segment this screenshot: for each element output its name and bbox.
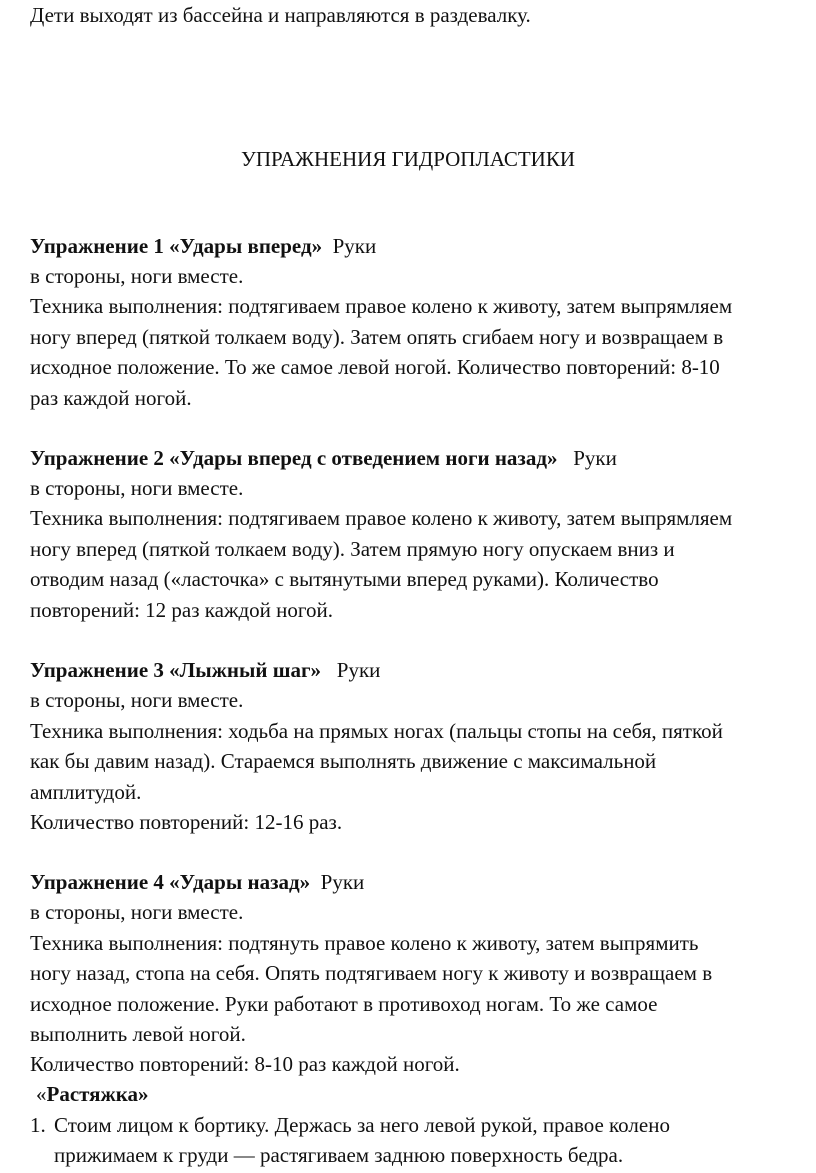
exercise-4-heading: Упражнение 4 «Удары назад»	[30, 870, 311, 894]
exercise-3-line: Техника выполнения: ходьба на прямых ногах (пальцы стопы на себя, пяткой	[30, 719, 723, 743]
exercise-2-line: в стороны, ноги вместе.	[30, 476, 244, 500]
stretch-heading-line	[36, 1079, 149, 1109]
exercise-3-line: Количество повторений: 12-16 раз.	[30, 810, 343, 834]
stretch-item-number: 1.	[30, 1113, 46, 1137]
exercise-2-heading-line	[30, 443, 617, 473]
exercise-3-line: в стороны, ноги вместе.	[30, 688, 244, 712]
stretch-heading: Растяжка»	[46, 1082, 149, 1106]
intro-text: Дети выходят из бассейна и направляются в раздевалку.	[30, 3, 531, 27]
exercise-4-heading-line	[30, 867, 364, 897]
exercise-1-line: исходное положение. То же самое левой ногой. Количество повторений: 8-10	[30, 355, 720, 379]
exercise-4-line: Количество повторений: 8-10 раз каждой ногой.	[30, 1052, 460, 1076]
exercise-1-heading: Упражнение 1 «Удары вперед»	[30, 234, 323, 258]
exercise-4-line: Техника выполнения: подтянуть правое колено к животу, затем выпрямить	[30, 931, 699, 955]
exercise-3-line: как бы давим назад). Стараемся выполнять движение с максимальной	[30, 749, 657, 773]
exercise-2-line: ногу вперед (пяткой толкаем воду). Затем прямую ногу опускаем вниз и	[30, 537, 675, 561]
exercise-1-line: Техника выполнения: подтягиваем правое колено к животу, затем выпрямляем	[30, 294, 733, 318]
exercise-4-line: исходное положение. Руки работают в противоход ногам. То же самое	[30, 992, 658, 1016]
exercise-1-line: раз каждой ногой.	[30, 386, 192, 410]
exercise-3-heading-line	[30, 655, 380, 685]
exercise-4-line: в стороны, ноги вместе.	[30, 900, 244, 924]
exercise-1-heading-tail: Руки	[332, 234, 377, 258]
exercise-2-heading: Упражнение 2 «Удары вперед с отведением ноги назад»	[30, 446, 558, 470]
exercise-1-line: в стороны, ноги вместе.	[30, 264, 244, 288]
document-title: УПРАЖНЕНИЯ ГИДРОПЛАСТИКИ	[240, 147, 576, 171]
exercise-2-heading-tail: Руки	[573, 446, 617, 470]
exercise-3-heading-tail: Руки	[336, 658, 381, 682]
exercise-2-line: Техника выполнения: подтягиваем правое колено к животу, затем выпрямляем	[30, 506, 733, 530]
exercise-4-heading-tail: Руки	[320, 870, 365, 894]
exercise-1-heading-line	[30, 231, 376, 261]
exercise-2-line: отводим назад («ласточка» с вытянутыми вперед руками). Количество	[30, 567, 659, 591]
exercise-4-line: ногу назад, стопа на себя. Опять подтягиваем ногу к животу и возвращаем в	[30, 961, 713, 985]
stretch-open-quote: «	[36, 1082, 47, 1106]
exercise-1-line: ногу вперед (пяткой толкаем воду). Затем опять сгибаем ногу и возвращаем в	[30, 325, 724, 349]
exercise-4-line: выполнить левой ногой.	[30, 1022, 246, 1046]
stretch-item-line: Стоим лицом к бортику. Держась за него левой рукой, правое колено	[54, 1113, 670, 1137]
exercise-2-line: повторений: 12 раз каждой ногой.	[30, 598, 333, 622]
exercise-3-line: амплитудой.	[30, 780, 142, 804]
exercise-3-heading: Упражнение 3 «Лыжный шаг»	[30, 658, 322, 682]
stretch-item-line: прижимаем к груди — растягиваем заднюю поверхность бедра.	[54, 1143, 624, 1167]
